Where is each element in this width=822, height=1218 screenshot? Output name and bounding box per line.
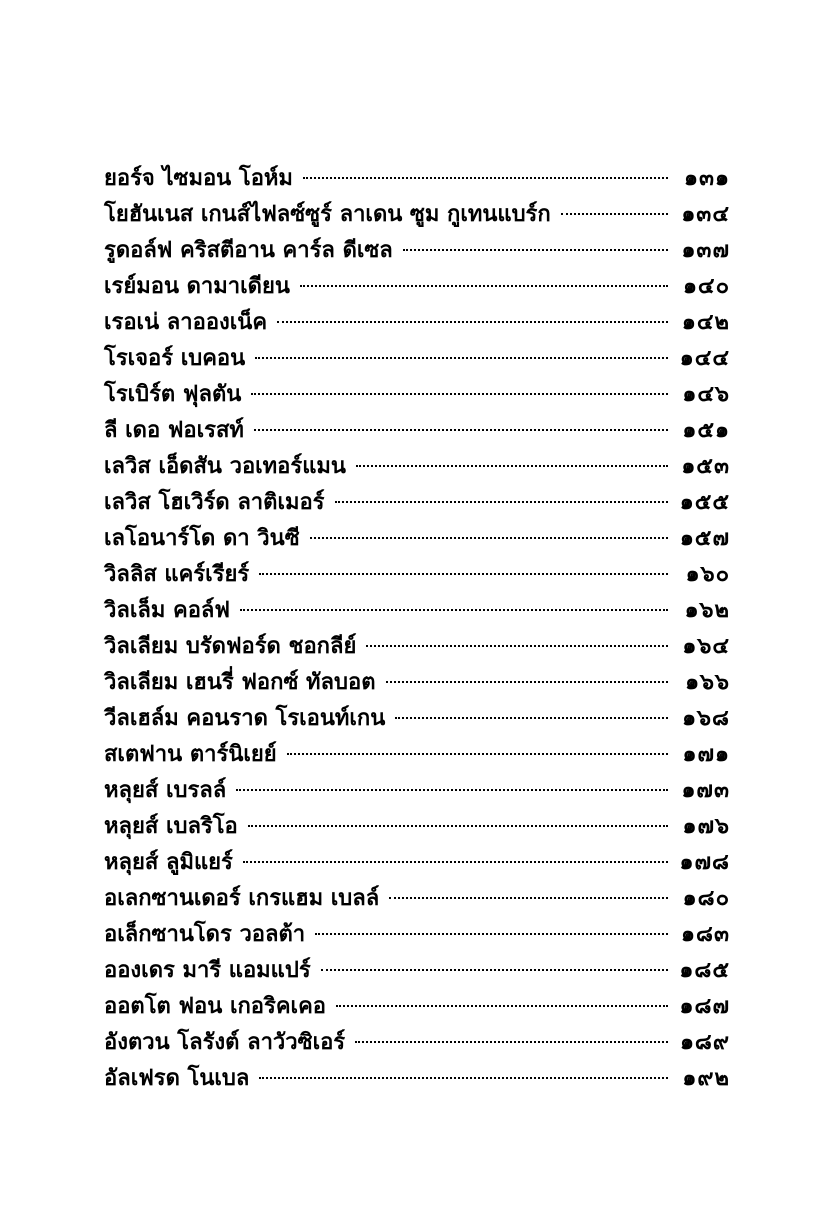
toc-entry <box>104 196 730 232</box>
dot-leader <box>287 753 668 755</box>
entry-name: อเล็กซานโดร วอลต้า <box>104 921 306 947</box>
entry-page-number: ๑๔๐ <box>682 273 730 299</box>
dot-leader <box>561 213 668 215</box>
entry-name: ยอร์จ ไซมอน โอห์ม <box>104 165 293 191</box>
entry-name: อองเดร มารี แอมแปร์ <box>104 957 311 983</box>
dot-leader <box>321 969 668 971</box>
dot-leader <box>310 537 668 539</box>
entry-page-number: ๑๘๕ <box>679 957 730 983</box>
toc-entry <box>104 880 730 916</box>
toc-entry <box>104 592 730 628</box>
entry-name: โรเจอร์ เบคอน <box>104 345 246 371</box>
entry-page-number: ๑๔๖ <box>682 381 730 407</box>
dot-leader <box>389 897 668 899</box>
entry-page-number: ๑๗๑ <box>682 741 730 767</box>
entry-name: ลี เดอ ฟอเรสท์ <box>104 417 244 443</box>
entry-name: อเลกซานเดอร์ เกรแฮม เบลล์ <box>104 885 380 911</box>
entry-name: สเตฟาน ตาร์นิเยย์ <box>104 741 277 767</box>
toc-entry <box>104 664 730 700</box>
toc-entry <box>104 736 730 772</box>
dot-leader <box>356 465 668 467</box>
entry-name: หลุยส์ เบลริโอ <box>104 813 238 839</box>
toc-entry <box>104 448 730 484</box>
entry-page-number: ๑๖๐ <box>685 561 730 587</box>
toc-entry <box>104 772 730 808</box>
entry-page-number: ๑๕๑ <box>682 417 730 443</box>
toc-entry <box>104 520 730 556</box>
entry-page-number: ๑๖๒ <box>684 597 730 623</box>
toc-entry <box>104 376 730 412</box>
entry-name: เรอเน่ ลาอองเน็ค <box>104 309 268 335</box>
dot-leader <box>386 681 669 683</box>
dot-leader <box>248 825 668 827</box>
toc-entry <box>104 232 730 268</box>
toc-entry <box>104 304 730 340</box>
dot-leader <box>277 321 668 323</box>
entry-name: อังตวน โลรังต์ ลาวัวซิเอร์ <box>104 1029 346 1055</box>
entry-name: หลุยส์ ลูมิแยร์ <box>104 849 233 875</box>
entry-name: โรเบิร์ต ฟุลตัน <box>104 381 242 407</box>
entry-name: เรย์มอน ดามาเดียน <box>104 273 290 299</box>
entry-page-number: ๑๖๖ <box>685 669 730 695</box>
entry-page-number: ๑๖๔ <box>682 633 730 659</box>
entry-page-number: ๑๖๘ <box>682 705 730 731</box>
toc-entry <box>104 1024 730 1060</box>
toc-entry <box>104 700 730 736</box>
dot-leader <box>300 285 668 287</box>
entry-page-number: ๑๙๒ <box>682 1065 730 1091</box>
entry-name: วิลเลียม เฮนรี่ ฟอกซ์ ทัลบอต <box>104 669 376 695</box>
toc-entry <box>104 808 730 844</box>
toc-entry <box>104 916 730 952</box>
entry-page-number: ๑๔๒ <box>681 309 730 335</box>
toc-entry <box>104 556 730 592</box>
toc-entry <box>104 484 730 520</box>
entry-name: วิลเลียม บรัดฟอร์ด ชอกลีย์ <box>104 633 357 659</box>
entry-page-number: ๑๗๘ <box>679 849 730 875</box>
entry-page-number: ๑๓๑ <box>684 165 730 191</box>
entry-name: หลุยส์ เบรลล์ <box>104 777 227 803</box>
dot-leader <box>303 177 668 179</box>
dot-leader <box>336 1005 668 1007</box>
table-of-contents <box>104 160 730 1096</box>
entry-page-number: ๑๘๙ <box>679 1029 730 1055</box>
toc-entry <box>104 628 730 664</box>
toc-entry <box>104 340 730 376</box>
entry-name: รูดอล์ฟ คริสตีอาน คาร์ล ดีเซล <box>104 237 393 263</box>
entry-name: วิลเล็ม คอล์ฟ <box>104 597 230 623</box>
dot-leader <box>240 609 668 611</box>
dot-leader <box>259 573 668 575</box>
entry-page-number: ๑๔๔ <box>679 345 730 371</box>
dot-leader <box>355 1041 668 1043</box>
entry-name: อัลเฟรด โนเบล <box>104 1065 250 1091</box>
entry-page-number: ๑๕๗ <box>679 525 730 551</box>
dot-leader <box>403 249 668 251</box>
dot-leader <box>335 501 669 503</box>
dot-leader <box>255 357 668 359</box>
dot-leader <box>251 393 668 395</box>
entry-page-number: ๑๕๓ <box>681 453 730 479</box>
entry-name: โยฮันเนส เกนส์ไฟลซ์ซูร์ ลาเดน ซูม กูเทนแบร์ก <box>104 201 551 227</box>
entry-page-number: ๑๕๕ <box>679 489 730 515</box>
dot-leader <box>395 717 668 719</box>
entry-page-number: ๑๘๓ <box>681 921 730 947</box>
toc-entry <box>104 412 730 448</box>
entry-name: วิลลิส แคร์เรียร์ <box>104 561 250 587</box>
toc-entry <box>104 268 730 304</box>
toc-entry <box>104 988 730 1024</box>
entry-page-number: ๑๘๗ <box>679 993 730 1019</box>
entry-page-number: ๑๘๐ <box>682 885 730 911</box>
entry-page-number: ๑๓๗ <box>681 237 730 263</box>
dot-leader <box>236 789 668 791</box>
entry-page-number: ๑๓๔ <box>681 201 730 227</box>
toc-entry <box>104 844 730 880</box>
entry-page-number: ๑๗๓ <box>681 777 730 803</box>
dot-leader <box>243 861 668 863</box>
toc-entry <box>104 160 730 196</box>
dot-leader <box>315 933 668 935</box>
entry-name: เลโอนาร์โด ดา วินซี <box>104 525 300 551</box>
dot-leader <box>366 645 668 647</box>
entry-name: เลวิส เอ็ดสัน วอเทอร์แมน <box>104 453 346 479</box>
dot-leader <box>254 429 668 431</box>
entry-page-number: ๑๗๖ <box>682 813 730 839</box>
dot-leader <box>259 1077 668 1079</box>
entry-name: เลวิส โฮเวิร์ด ลาติเมอร์ <box>104 489 325 515</box>
entry-name: ออตโต ฟอน เกอริคเคอ <box>104 993 326 1019</box>
toc-entry <box>104 952 730 988</box>
entry-name: วีลเฮล์ม คอนราด โรเอนท์เกน <box>104 705 386 731</box>
toc-entry <box>104 1060 730 1096</box>
